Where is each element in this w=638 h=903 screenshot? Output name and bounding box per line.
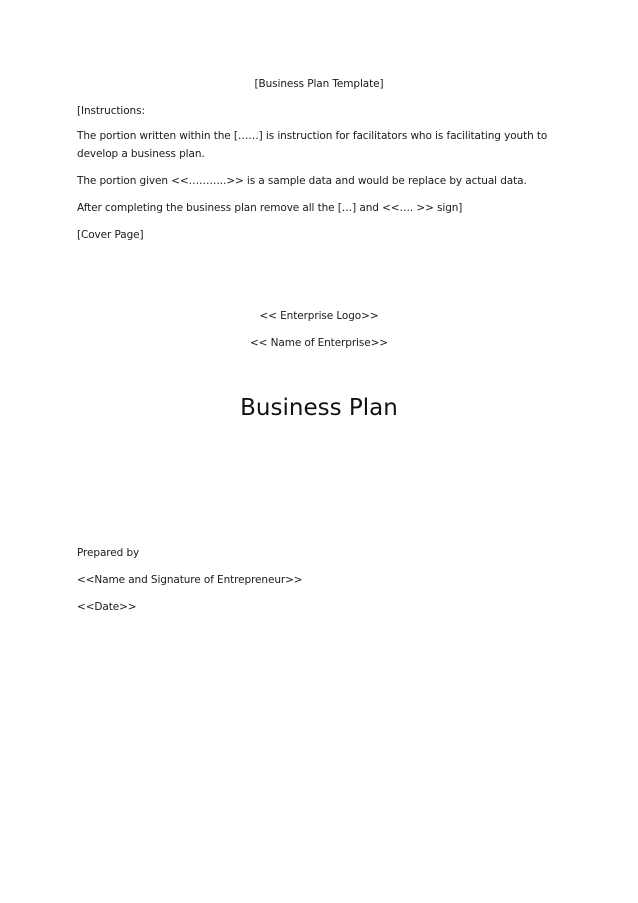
instruction-line-2: The portion given <<………..>> is a sample data and would be replace by actual data. [77, 175, 527, 187]
enterprise-name-placeholder: << Name of Enterprise>> [249, 337, 388, 349]
instructions-heading: [Instructions: [77, 105, 145, 117]
document-title: Business Plan [240, 395, 398, 421]
cover-page-label: [Cover Page] [77, 229, 144, 241]
prepared-by-label: Prepared by [77, 547, 140, 559]
entrepreneur-placeholder: <<Name and Signature of Entrepreneur>> [77, 574, 303, 586]
instruction-line-1: The portion written within the [……] is instruction for facilitators who is facilitating youth to develop a business plan. [77, 130, 548, 160]
instruction-line-3: After completing the business plan remove all the […] and <<…. >> sign] [77, 202, 463, 214]
template-title: [Business Plan Template] [254, 78, 384, 90]
enterprise-logo-placeholder: << Enterprise Logo>> [259, 310, 379, 322]
date-placeholder: <<Date>> [77, 601, 137, 613]
